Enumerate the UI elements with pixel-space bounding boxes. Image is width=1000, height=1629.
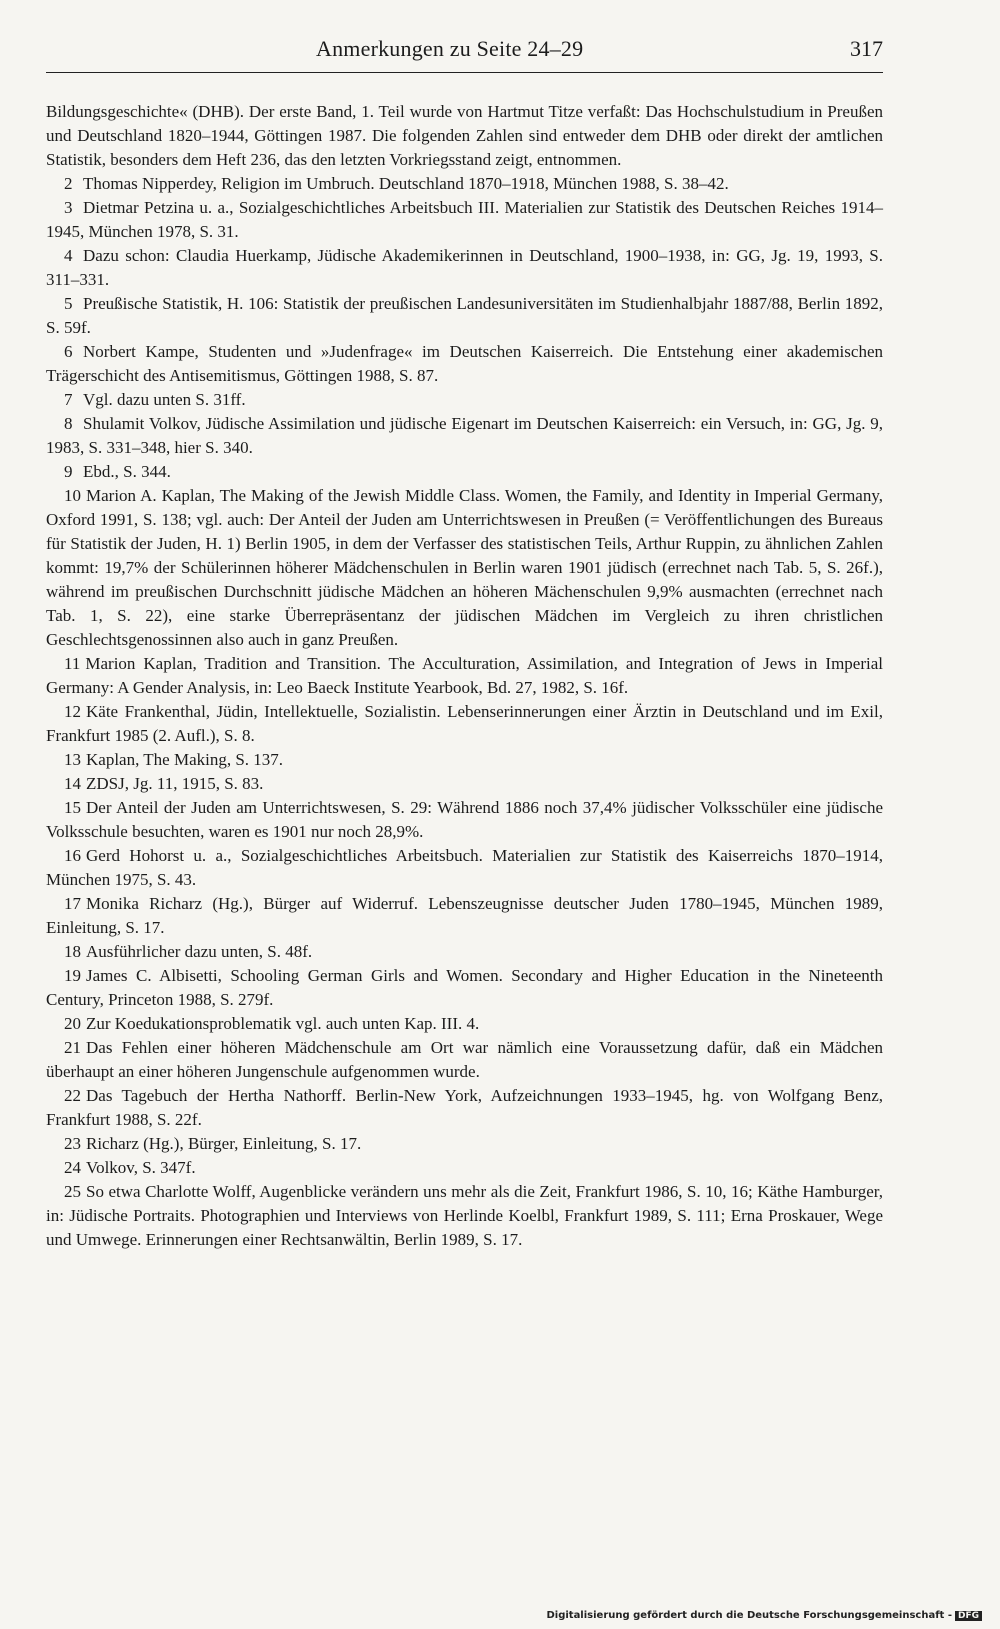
endnote-text: James C. Albisetti, Schooling German Girls and Women. Secondary and Higher Education in the Nineteenth Century, Princeton 1988, S. 279f. — [46, 966, 883, 1009]
endnote-number: 23 — [64, 1134, 81, 1153]
endnote — [46, 844, 883, 892]
endnote-text: Ausführlicher dazu unten, S. 48f. — [86, 942, 313, 961]
endnote-text: Vgl. dazu unten S. 31ff. — [83, 390, 246, 409]
endnote-continuation: Bildungsgeschichte« (DHB). Der erste Band, 1. Teil wurde von Hartmut Titze verfaßt: Das Hochschulstudium in Preußen und Deutschland 1820–1944, Göttingen 1987. Die folgenden Zahlen sind entweder dem DHB oder direkt der amtlichen Statistik, besonders dem Heft 236, das den letzten Vorkriegsstand zeigt, entnommen. — [46, 102, 883, 169]
endnote — [46, 1156, 883, 1180]
credit-text: Digitalisierung gefördert durch die Deutsche Forschungsgemeinschaft - — [546, 1610, 952, 1621]
endnote-number: 24 — [64, 1158, 81, 1177]
endnote-number: 17 — [64, 894, 81, 913]
endnote-text: So etwa Charlotte Wolff, Augenblicke verändern uns mehr als die Zeit, Frankfurt 1986, S. 10, 16; Käthe Hamburger, in: Jüdische Portraits. Photographien und Interviews von Herlinde Koelbl, Frankfurt 1989, S. 111; Erna Proskauer, Wege und Umwege. Erinnerungen einer Rechtsanwältin, Berlin 1989, S. 17. — [46, 1182, 883, 1249]
endnote — [46, 196, 883, 244]
endnote-text: Shulamit Volkov, Jüdische Assimilation und jüdische Eigenart im Deutschen Kaiserreich: ein Versuch, in: GG, Jg. 9, 1983, S. 331–348, hier S. 340. — [46, 414, 883, 457]
endnote — [46, 1012, 883, 1036]
page-number: 317 — [850, 36, 883, 61]
endnote — [46, 460, 883, 484]
endnote-text: Kaplan, The Making, S. 137. — [86, 750, 284, 769]
endnote-text: Käte Frankenthal, Jüdin, Intellektuelle, Sozialistin. Lebenserinnerungen einer Ärztin in Deutschland und im Exil, Frankfurt 1985 (2. Aufl.), S. 8. — [46, 702, 883, 745]
endnote — [46, 244, 883, 292]
endnote — [46, 412, 883, 460]
endnote-number: 20 — [64, 1014, 81, 1033]
endnote-text: Das Fehlen einer höheren Mädchenschule am Ort war nämlich eine Voraussetzung dafür, daß ein Mädchen überhaupt an einer höheren Jungenschule aufgenommen wurde. — [46, 1038, 883, 1081]
endnote-text: Richarz (Hg.), Bürger, Einleitung, S. 17. — [86, 1134, 362, 1153]
endnote-number: 22 — [64, 1086, 81, 1105]
endnote-text: Dazu schon: Claudia Huerkamp, Jüdische Akademikerinnen in Deutschland, 1900–1938, in: GG, Jg. 19, 1993, S. 311–331. — [46, 246, 883, 289]
endnote-text: Das Tagebuch der Hertha Nathorff. Berlin-New York, Aufzeichnungen 1933–1945, hg. von Wolfgang Benz, Frankfurt 1988, S. 22f. — [46, 1086, 883, 1129]
endnote-text: Marion A. Kaplan, The Making of the Jewish Middle Class. Women, the Family, and Identity in Imperial Germany, Oxford 1991, S. 138; vgl. auch: Der Anteil der Juden am Unterrichtswesen in Preußen (= Veröffentlichungen des Bureaus für Statistik der Juden, H. 1) Berlin 1905, in dem der Verfasser des statistischen Teils, Arthur Ruppin, zu ähnlichen Zahlen kommt: 19,7% der Schülerinnen höherer Mädchenschulen in Berlin waren 1901 jüdisch (errechnet nach Tab. 5, S. 26f.), während im preußischen Durchschnitt jüdische Mädchen an höheren Mächenschulen 9,9% ausmachten (errechnet nach Tab. 1, S. 22), eine starke Überrepräsentanz der jüdischen Mädchen im Vergleich zu ihren christlichen Geschlechtsgenossinnen also auch in ganz Preußen. — [46, 486, 883, 649]
endnote — [46, 1180, 883, 1252]
endnote-number: 9 — [64, 462, 73, 481]
endnote — [46, 1036, 883, 1084]
endnote — [46, 1084, 883, 1132]
endnote — [46, 748, 883, 772]
endnote — [46, 484, 883, 652]
endnote — [46, 796, 883, 844]
dfg-logo: DFG — [955, 1611, 982, 1621]
endnote — [46, 292, 883, 340]
endnotes — [46, 100, 883, 1252]
endnote-number: 12 — [64, 702, 81, 721]
header-rule — [46, 72, 883, 73]
endnote-number: 11 — [64, 654, 81, 673]
endnote-number: 18 — [64, 942, 81, 961]
endnote — [46, 652, 883, 700]
endnote-text: Norbert Kampe, Studenten und »Judenfrage« im Deutschen Kaiserreich. Die Entstehung einer akademischen Trägerschicht des Antisemitismus, Göttingen 1988, S. 87. — [46, 342, 883, 385]
endnote-number: 19 — [64, 966, 81, 985]
endnote-text: Der Anteil der Juden am Unterrichtswesen, S. 29: Während 1886 noch 37,4% jüdischer Volksschüler eine jüdische Volksschule besuchten, waren es 1901 nur noch 28,9%. — [46, 798, 883, 841]
endnote-text: Dietmar Petzina u. a., Sozialgeschichtliches Arbeitsbuch III. Materialien zur Statistik des Deutschen Reiches 1914–1945, München 1978, S. 31. — [46, 198, 883, 241]
endnote-number: 5 — [64, 294, 73, 313]
endnote — [46, 964, 883, 1012]
endnote — [46, 340, 883, 388]
endnote-number: 7 — [64, 390, 73, 409]
endnote-number: 8 — [64, 414, 73, 433]
running-title: Anmerkungen zu Seite 24–29 — [316, 36, 584, 61]
endnote-number: 15 — [64, 798, 81, 817]
endnote-text: Zur Koedukationsproblematik vgl. auch unten Kap. III. 4. — [86, 1014, 480, 1033]
endnote-number: 10 — [64, 486, 81, 505]
endnote-number: 25 — [64, 1182, 81, 1201]
endnote-text: Gerd Hohorst u. a., Sozialgeschichtliches Arbeitsbuch. Materialien zur Statistik des Kaiserreichs 1870–1914, München 1975, S. 43. — [46, 846, 883, 889]
endnote-text: Thomas Nipperdey, Religion im Umbruch. Deutschland 1870–1918, München 1988, S. 38–42. — [83, 174, 729, 193]
endnote-number: 14 — [64, 774, 81, 793]
endnote — [46, 1132, 883, 1156]
endnote-number: 21 — [64, 1038, 81, 1057]
digitization-credit — [546, 1610, 982, 1621]
endnote-number: 6 — [64, 342, 73, 361]
endnote — [46, 388, 883, 412]
endnote-number: 16 — [64, 846, 81, 865]
running-header — [46, 36, 883, 66]
endnote-text: Volkov, S. 347f. — [86, 1158, 196, 1177]
endnote-number: 13 — [64, 750, 81, 769]
endnote-text: Marion Kaplan, Tradition and Transition. The Acculturation, Assimilation, and Integration of Jews in Imperial Germany: A Gender Analysis, in: Leo Baeck Institute Yearbook, Bd. 27, 1982, S. 16f. — [46, 654, 883, 697]
endnote-text: Ebd., S. 344. — [83, 462, 171, 481]
endnote — [46, 940, 883, 964]
endnote-text: Monika Richarz (Hg.), Bürger auf Widerruf. Lebenszeugnisse deutscher Juden 1780–1945, München 1989, Einleitung, S. 17. — [46, 894, 883, 937]
endnote — [46, 172, 883, 196]
endnote-text: ZDSJ, Jg. 11, 1915, S. 83. — [86, 774, 264, 793]
endnote-text: Preußische Statistik, H. 106: Statistik der preußischen Landesuniversitäten im Studienhalbjahr 1887/88, Berlin 1892, S. 59f. — [46, 294, 883, 337]
endnote-number: 2 — [64, 174, 73, 193]
endnote-number: 4 — [64, 246, 73, 265]
endnote — [46, 700, 883, 748]
endnote — [46, 772, 883, 796]
endnote-number: 3 — [64, 198, 73, 217]
endnote — [46, 892, 883, 940]
